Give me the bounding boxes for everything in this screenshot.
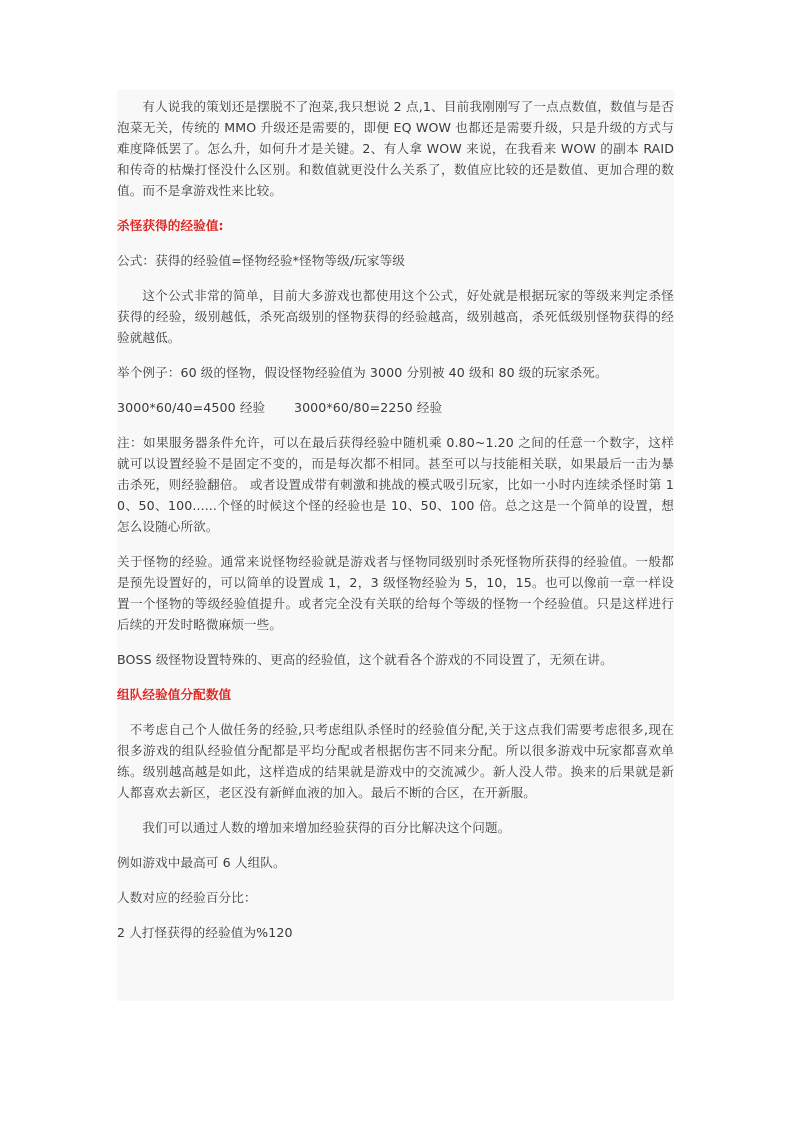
calculation-line: 3000*60/40=4500 经验 3000*60/80=2250 经验 <box>117 400 443 415</box>
monster-exp-paragraph: 关于怪物的经验。通常来说怪物经验就是游戏者与怪物同级别时杀死怪物所获得的经验值。一般都是预先设置好的，可以简单的设置成 1，2，3 级怪物经验为 5，10，15。也可以像前一章一样设置一个怪物的等级经验值提升。或者完全没有关联的给每个等级的怪物一个经验值。只是这样进行后续的开发时略微麻烦一些。 <box>117 554 674 632</box>
formula-line: 公式：获得的经验值=怪物经验*怪物等级/玩家等级 <box>117 253 405 268</box>
boss-line: BOSS 级怪物设置特殊的、更高的经验值，这个就看各个游戏的不同设置了，无须在讲。 <box>117 652 613 667</box>
team-example-line: 例如游戏中最高可 6 人组队。 <box>117 855 286 870</box>
example-line: 举个例子：60 级的怪物，假设怪物经验值为 3000 分别被 40 级和 80 级的玩家杀死。 <box>117 365 608 380</box>
team-paragraph: 不考虑自己个人做任务的经验,只考虑组队杀怪时的经验值分配,关于这点我们需要考虑很多,现在很多游戏的组队经验值分配都是平均分配或者根据伤害不同来分配。所以很多游戏中玩家都喜欢单练。级别越高越是如此，这样造成的结果就是游戏中的交流减少。新人没人带。换来的后果就是新人都喜欢去新区，老区没有新鲜血液的加入。最后不断的合区，在开新服。 <box>117 722 674 800</box>
document-body <box>117 90 674 1001</box>
percent-title-line: 人数对应的经验百分比： <box>117 890 257 905</box>
heading-team-exp: 组队经验值分配数值 <box>117 687 232 702</box>
two-players-line: 2 人打怪获得的经验值为%120 <box>117 925 293 940</box>
heading-kill-exp: 杀怪获得的经验值: <box>117 218 224 233</box>
intro-paragraph: 有人说我的策划还是摆脱不了泡菜,我只想说 2 点,1、目前我刚刚写了一点点数值，数值与是否泡菜无关，传统的 MMO 升级还是需要的，即便 EQ WOW 也都还是需要升级，只是升级的方式与难度降低罢了。怎么升，如何升才是关键。2、有人拿 WOW 来说，在我看来 WOW 的副本 RAID 和传奇的枯燥打怪没什么区别。和数值就更没什么关系了，数值应比较的还是数值、更加合理的数值。而不是拿游戏性来比较。 <box>117 99 674 198</box>
solution-line: 我们可以通过人数的增加来增加经验获得的百分比解决这个问题。 <box>142 820 511 835</box>
note-paragraph: 注：如果服务器条件允许，可以在最后获得经验中随机乘 0.80~1.20 之间的任意一个数字，这样就可以设置经验不是固定不变的，而是每次都不相同。甚至可以与技能相关联，如果最后一击为暴击杀死，则经验翻倍。 或者设置成带有刺激和挑战的模式吸引玩家，比如一小时内连续杀怪时第 10、50、100......个怪的时候这个怪的经验也是 10、50、100 倍。总之这是一个简单的设置，想怎么设随心所欲。 <box>117 435 674 534</box>
formula-description: 这个公式非常的简单，目前大多游戏也都使用这个公式，好处就是根据玩家的等级来判定杀怪获得的经验，级别越低，杀死高级别的怪物获得的经验越高，级别越高，杀死低级别怪物获得的经验就越低。 <box>117 288 674 345</box>
